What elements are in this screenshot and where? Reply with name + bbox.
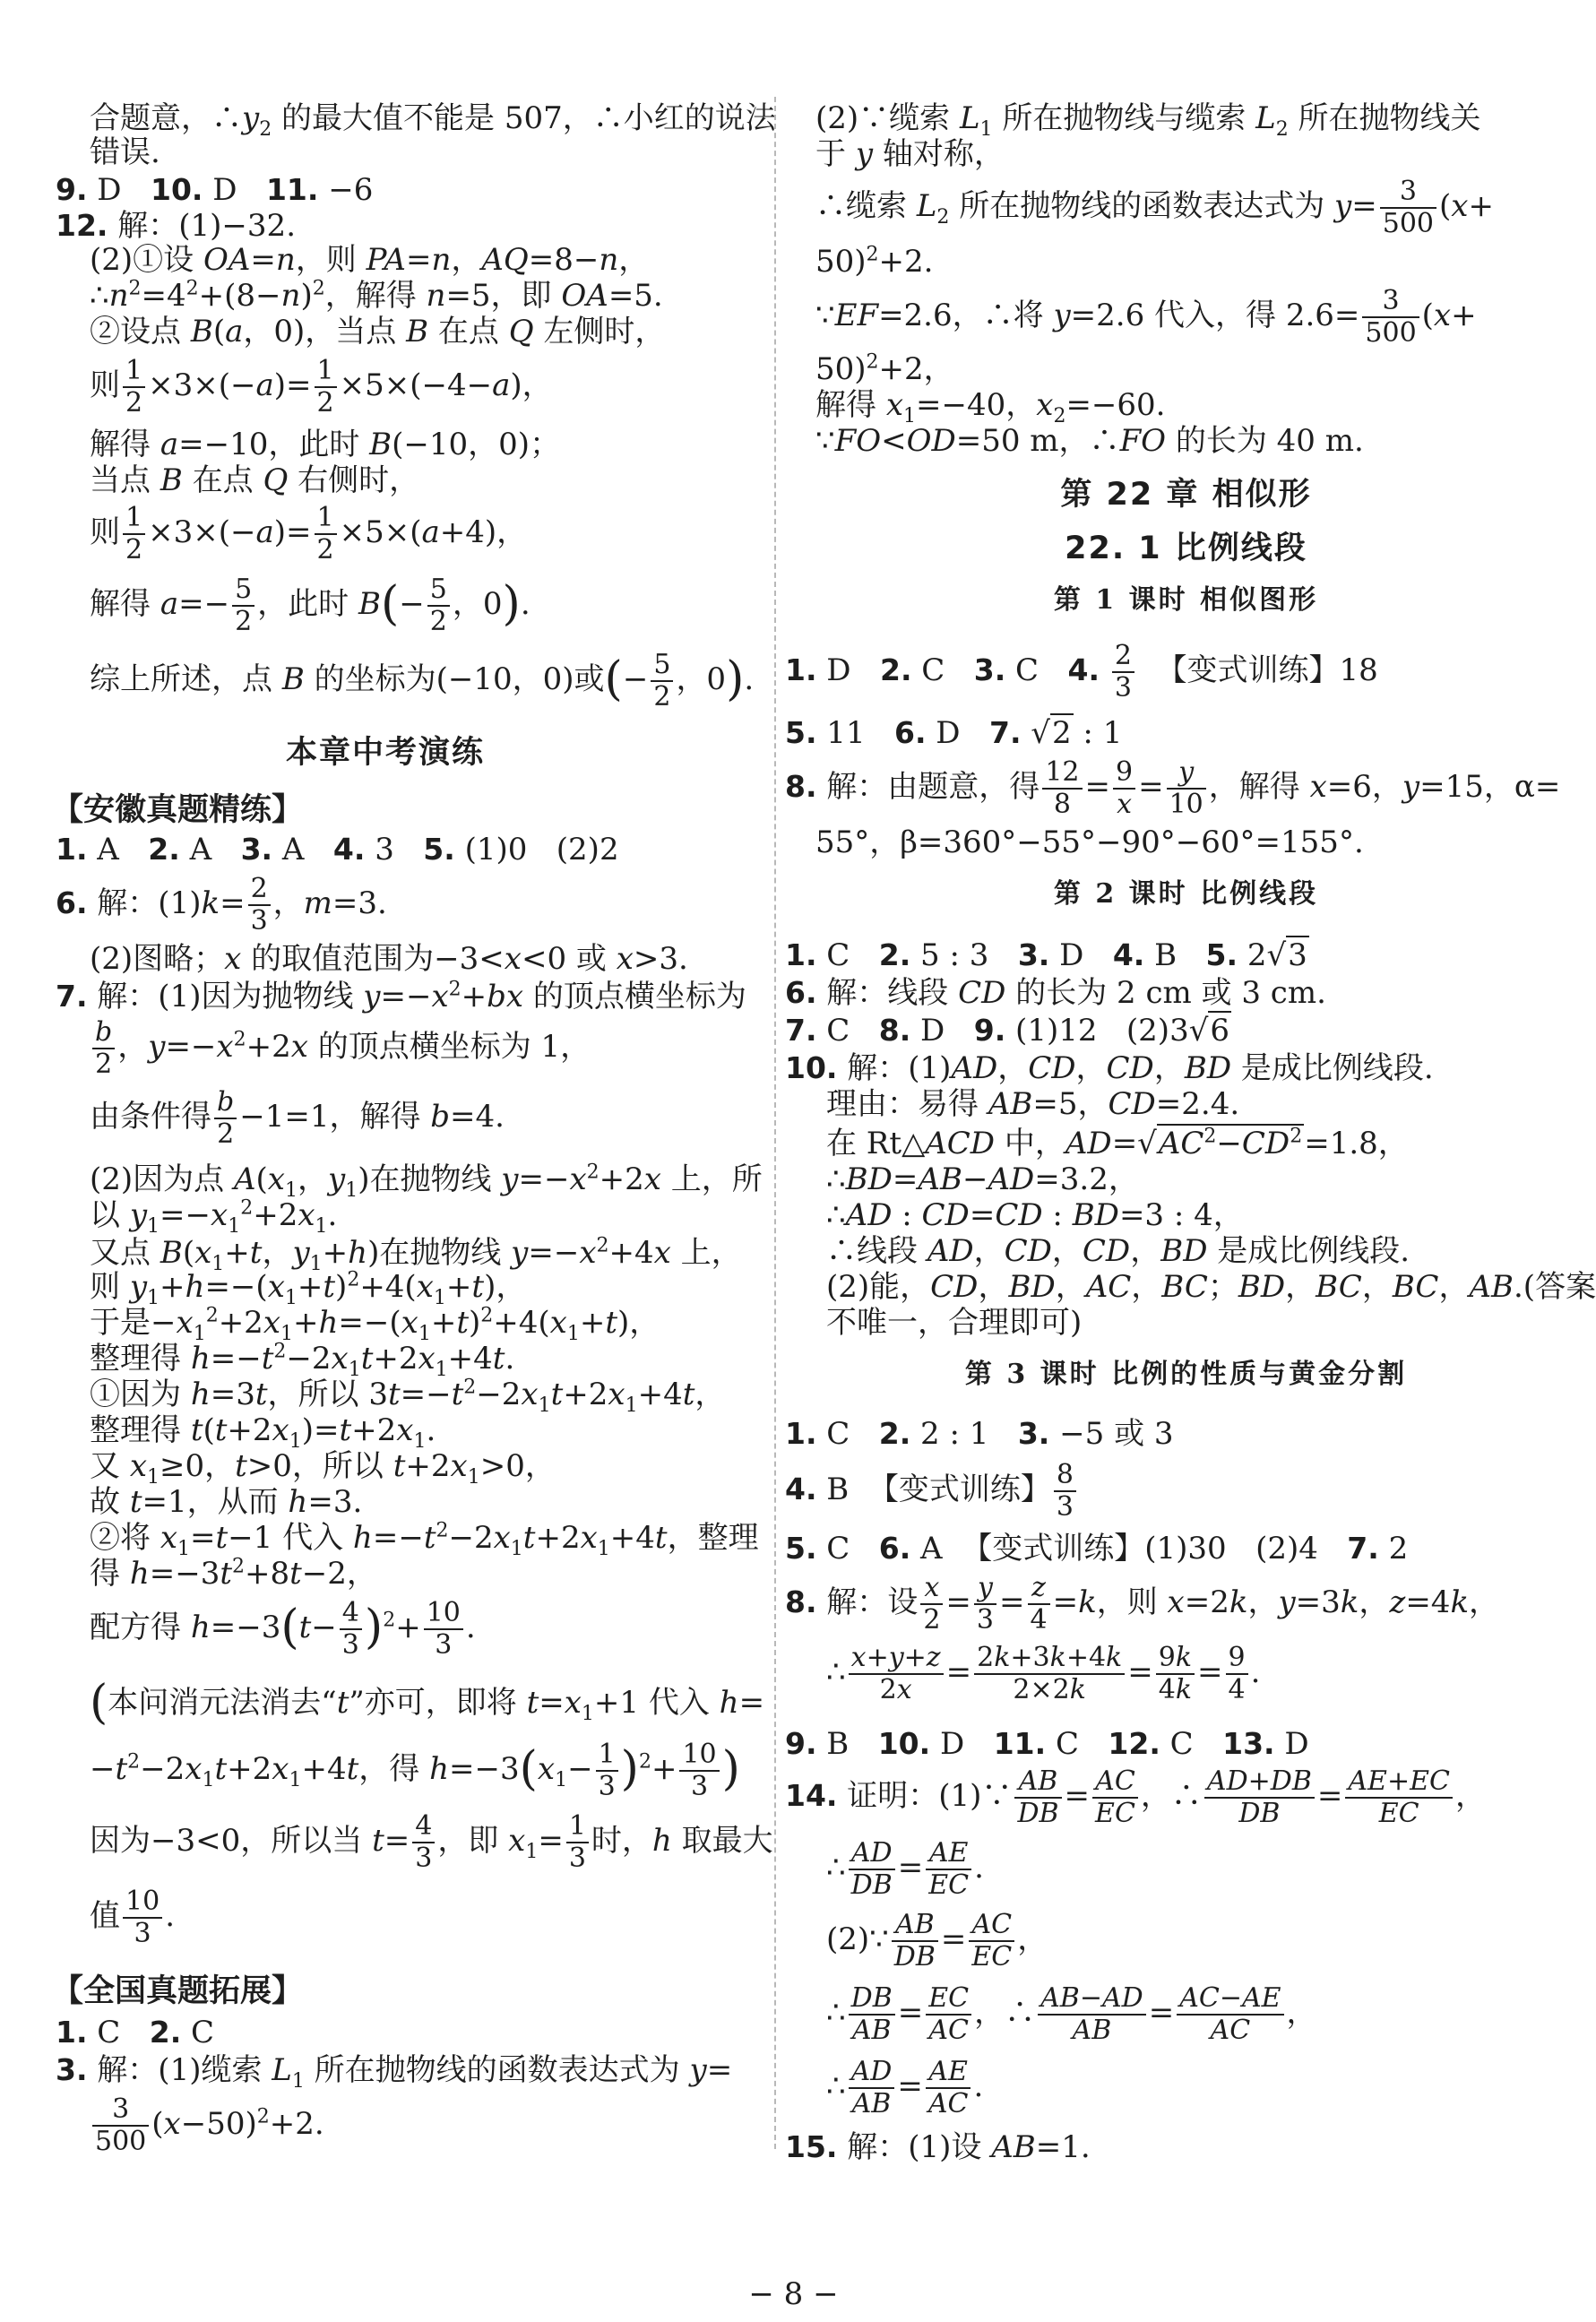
formula-line: 则 $\frac{1}{2}$ ×3×(−a)= $\frac{1}{2}$ ×5×(a+4)， xyxy=(90,502,528,565)
text-line: 解得 $x_1=-40$，$x_2=-60$. xyxy=(815,387,1166,427)
formula-line: 解得 a=− $\frac{5}{2}$ ，此时 B(− $\frac{5}{2}$ ，0). xyxy=(90,574,531,637)
text-line: 当点 B 在点 Q 右侧时， xyxy=(90,462,420,498)
text-line: 合题意，$\therefore y_2$ 的最大值不能是 507，∴小红的说法 xyxy=(90,100,776,141)
text-line: 50)$^2$+2. xyxy=(815,243,934,280)
text-line: 解得 a=−10，此时 B(−10，0)； xyxy=(90,427,561,462)
formula-line: 由条件得 $\frac{b}{2}$ −1=1，解得 b=4. xyxy=(90,1086,505,1150)
text-line: (本问消元法消去“t”亦可，即将 $t=x_1+1$ 代入 h= xyxy=(90,1676,765,1730)
text-line: ②设点 B(a，0)，当点 B 在点 Q 左侧时， xyxy=(90,314,666,350)
formula-line: 因为−3<0，所以当 t= $\frac{4}{3}$ ，即 $x_1=$ $\frac{1}{3}$ 时，h 取最大 xyxy=(90,1810,773,1874)
formula-line: ∴ $\frac{DB}{AB}$ = $\frac{EC}{AC}$ ，∴ $\frac{AB-AD}{AB}$ = $\frac{AC-AE}{AC}$ ， xyxy=(826,1982,1317,2046)
formula-line: 6. 解：(1)k= $\frac{2}{3}$ ，m=3. xyxy=(56,873,387,937)
answer-line: 9. B 10. D 11. C 12. C 13. D xyxy=(785,1726,1309,1762)
text-line: 不唯一，合理即可) xyxy=(826,1305,1083,1341)
formula-line: ∴缆索 $L_2$ 所在抛物线的函数表达式为 y= $\frac{3}{500}$ (x+ xyxy=(815,176,1494,239)
formula-line: 1. D 2. C 3. C 4. $\frac{2}{3}$ 【变式训练】18 xyxy=(785,640,1378,704)
text-line: (2)图略；x 的取值范围为−3<x<0 或 x>3. xyxy=(90,941,688,977)
text-line: ∵FO<OD=50 m，∴FO 的长为 40 m. xyxy=(815,423,1364,459)
text-line: 6. 解：线段 CD 的长为 2 cm 或 3 cm. xyxy=(785,975,1326,1011)
formula-line: $-t^2-2x_1t+2x_1+4t$，得 $h=-3(x_1-$ $\frac{1}{3}$ )$^2$+ $\frac{10}{3}$ ) xyxy=(90,1739,740,1802)
text-line: 于 y 轴对称， xyxy=(815,136,1005,172)
answer-line: 1. C 2. 5 : 3 3. D 4. B 5. 2√3 xyxy=(785,937,1307,973)
text-line: 在 Rt△ACD 中，$AD=√AC^2-CD^2=1.8$， xyxy=(826,1125,1409,1161)
formula-line: ∴ $\frac{AD}{AB}$ = $\frac{AE}{AC}$ . xyxy=(826,2056,984,2119)
answer-line: 9. D 10. D 11. −6 xyxy=(56,172,374,208)
chapter-heading: 第 22 章 相似形 xyxy=(1060,477,1312,513)
text-line: 10. 解：(1)AD，CD，CD，BD 是成比例线段. xyxy=(785,1050,1434,1086)
formula-line: ∴ $\frac{x+y+z}{2x}$ = $\frac{2k+3k+4k}{2\times 2k}$ = $\frac{9k}{4k}$ = $\frac{9}{4}$ . xyxy=(826,1642,1261,1705)
formula-line: (2)∵ $\frac{AB}{DB}$ = $\frac{AC}{EC}$ ， xyxy=(826,1909,1048,1972)
section-heading: 22. 1 比例线段 xyxy=(1065,531,1307,566)
text-line: ①因为 h=3t，所以 $3t=-t^2-2x_1t+2x_1+4t$， xyxy=(90,1376,726,1417)
text-line: (2)因为点 $A(x_1$，$y_1$)在抛物线 $y=-x^2+2x$ 上，所 xyxy=(90,1161,763,1202)
text-line: ∴BD=AB−AD=3.2， xyxy=(826,1161,1139,1197)
text-line: 于是$-x_1^2+2x_1+h=-(x_1+t)^2+4(x_1+t)$， xyxy=(90,1304,660,1345)
text-line: 则 $y_1+h=-(x_1+t)^2+4(x_1+t)$， xyxy=(90,1268,527,1309)
formula-line: 4. B 【变式训练】 $\frac{8}{3}$ xyxy=(785,1460,1079,1523)
text-line: ∴AD : CD=CD : BD=3 : 4， xyxy=(826,1197,1244,1233)
text-line: 整理得 $h=-t^2-2x_1t+2x_1+4t$. xyxy=(90,1340,515,1381)
text-line: 错误. xyxy=(90,134,160,170)
column-divider xyxy=(774,97,776,2149)
text-line: (2)能，CD，BD，AC，BC；BD，BC，BC，AB.(答案 xyxy=(826,1269,1596,1305)
answer-line: 1. A 2. A 3. A 4. 3 5. (1)0 (2)2 xyxy=(56,832,619,868)
answer-line: 12. 解：(1)−32. xyxy=(56,208,296,244)
text-line: 故 t=1，从而 h=3. xyxy=(90,1484,363,1520)
formula-line: 14. 证明：(1)∵ $\frac{AB}{DB}$ = $\frac{AC}{EC}$ ，∴ $\frac{AD+DB}{DB}$ = $\frac{AE+EC}{EC}$ ， xyxy=(785,1765,1486,1829)
formula-line: 配方得 h=−3(t− $\frac{4}{3}$ )$^2$+ $\frac{10}{3}$ . xyxy=(90,1597,476,1661)
page-number: − 8 − xyxy=(748,2276,839,2312)
formula-line: $\frac{b}{2}$ ，$y=-x^2+2x$ 的顶点横坐标为 1， xyxy=(90,1017,591,1080)
formula-line: ∵EF=2.6，∴将 y=2.6 代入，得 2.6= $\frac{3}{500}$ (x+ xyxy=(815,285,1477,349)
text-line: 15. 解：(1)设 AB=1. xyxy=(785,2129,1091,2165)
answer-line: 1. C 2. C xyxy=(56,2015,215,2050)
formula-line: 综上所述，点 B 的坐标为(−10，0)或(− $\frac{5}{2}$ ，0). xyxy=(90,649,755,712)
subsection-label: 【安徽真题精练】 xyxy=(52,792,304,828)
answer-line: 1. C 2. 2 : 1 3. −5 或 3 xyxy=(785,1416,1174,1452)
subsection-label: 【全国真题拓展】 xyxy=(52,1973,304,2009)
text-line: 以 $y_1=-x_1^2+2x_1$. xyxy=(90,1196,338,1238)
text-line: $\therefore n^2=4^2+(8-n)^2$，解得 n=5，即 OA=5. xyxy=(90,277,663,314)
lesson-heading: 第 2 课时 比例线段 xyxy=(1053,878,1319,910)
answer-line: 7. C 8. D 9. (1)12 (2)3√6 xyxy=(785,1013,1230,1049)
text-line: 50)$^2$+2， xyxy=(815,350,954,387)
formula-line: $\frac{3}{500}$ $(x-50)^2+2$. xyxy=(90,2094,324,2157)
text-line: 得 $h=-3t^2+8t-2$， xyxy=(90,1555,377,1592)
text-line: 又点 $B(x_1+t$，$y_1+h$)在抛物线 $y=-x^2+4x$ 上， xyxy=(90,1234,742,1275)
formula-line: 8. 解：设 $\frac{x}{2}$ = $\frac{y}{3}$ = $\frac{z}{4}$ =k，则 x=2k，y=3k，z=4k， xyxy=(785,1572,1500,1636)
text-line: 理由：易得 AB=5，CD=2.4. xyxy=(826,1086,1240,1122)
text-line: ②将 $x_1=t-1$ 代入 $h=-t^2-2x_1t+2x_1+4t$，整理 xyxy=(90,1519,759,1560)
answer-line: 5. 11 6. D 7. √2 : 1 xyxy=(785,715,1123,751)
text-line: 3. 解：(1)缆索 $L_1$ 所在抛物线的函数表达式为 y= xyxy=(56,2052,733,2093)
lesson-heading: 第 3 课时 比例的性质与黄金分割 xyxy=(964,1359,1408,1390)
lesson-heading: 第 1 课时 相似图形 xyxy=(1053,584,1319,616)
answer-line: 5. C 6. A 【变式训练】(1)30 (2)4 7. 2 xyxy=(785,1531,1409,1567)
formula-line: ∴ $\frac{AD}{DB}$ = $\frac{AE}{EC}$ . xyxy=(826,1837,984,1901)
text-line: (2)∵缆索 $L_1$ 所在抛物线与缆索 $L_2$ 所在抛物线关 xyxy=(815,100,1481,141)
formula-line: 8. 解：由题意，得 $\frac{12}{8}$ = $\frac{9}{x}$ = $\frac{y}{10}$ ，解得 x=6，y=15，α= xyxy=(785,756,1561,820)
text-line: 55°，β=360°−55°−90°−60°=155°. xyxy=(815,824,1364,860)
text-line: (2)①设 OA=n，则 PA=n，AQ=8−n， xyxy=(90,242,650,278)
text-line: 7. 解：(1)因为抛物线 $y=-x^2+bx$ 的顶点横坐标为 xyxy=(56,978,746,1014)
formula-line: 值 $\frac{10}{3}$ . xyxy=(90,1886,175,1949)
text-line: 又 $x_1\ge 0$，t>0，所以 $t+2x_1>0$， xyxy=(90,1448,556,1489)
text-line: 整理得 $t(t+2x_1)=t+2x_1$. xyxy=(90,1412,436,1453)
section-heading: 本章中考演练 xyxy=(285,735,485,771)
text-line: ∴线段 AD，CD，CD，BD 是成比例线段. xyxy=(826,1233,1411,1269)
formula-line: 则 $\frac{1}{2}$ ×3×(−a)= $\frac{1}{2}$ ×5×(−4−a)， xyxy=(90,355,553,419)
